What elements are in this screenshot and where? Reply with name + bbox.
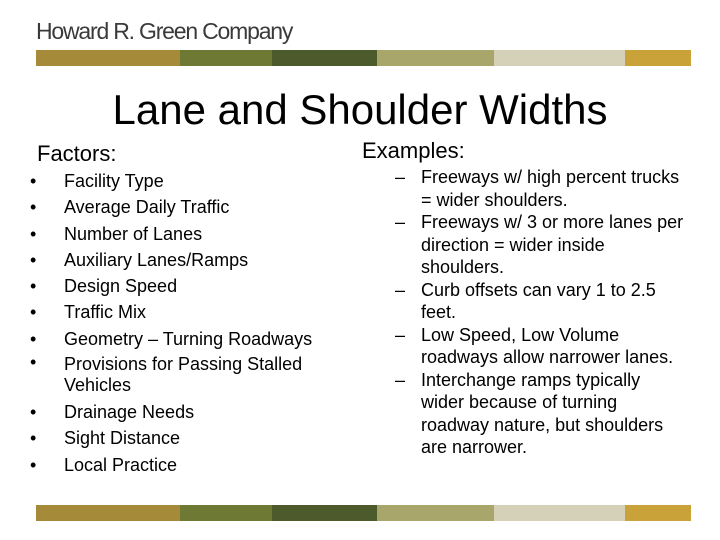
list-item xyxy=(30,352,350,399)
examples-heading: Examples: xyxy=(362,138,465,163)
factor-text: Drainage Needs xyxy=(64,402,195,423)
example-text: Freeways w/ 3 or more lanes per direction = wider inside shoulders. xyxy=(421,212,684,277)
list-item xyxy=(395,324,685,369)
factor-text: Sight Distance xyxy=(64,428,181,449)
list-item xyxy=(30,452,350,478)
factor-text: Local Practice xyxy=(64,454,178,475)
list-item xyxy=(30,194,350,220)
list-item xyxy=(30,168,350,194)
list-item xyxy=(30,221,350,247)
list-item xyxy=(395,369,685,459)
bullet: • xyxy=(30,454,37,475)
factors-heading: Factors: xyxy=(37,141,117,166)
bullet: • xyxy=(30,302,37,323)
dash: – xyxy=(395,369,406,390)
dash: – xyxy=(395,167,406,187)
list-item xyxy=(30,247,350,273)
list-item xyxy=(395,279,685,324)
dash: – xyxy=(395,212,406,232)
header-color-band xyxy=(36,50,691,66)
bullet: • xyxy=(30,276,37,297)
factor-text: Geometry – Turning Roadways xyxy=(64,328,313,349)
bullet: • xyxy=(30,197,37,218)
band-segment xyxy=(36,50,180,66)
bullet: • xyxy=(30,223,37,244)
band-segment xyxy=(494,50,625,66)
bullet: • xyxy=(30,402,37,423)
list-item xyxy=(395,211,685,279)
bullet: • xyxy=(30,171,37,191)
example-text: Interchange ramps typically wider because of turning roadway nature, but shoulders are narrower. xyxy=(421,369,664,457)
bullet: • xyxy=(30,352,37,373)
factor-text: Traffic Mix xyxy=(64,302,147,323)
footer-color-band xyxy=(36,505,691,521)
list-item xyxy=(30,273,350,299)
bullet: • xyxy=(30,249,37,270)
band-segment xyxy=(180,50,272,66)
factor-text: Average Daily Traffic xyxy=(64,197,230,218)
list-item xyxy=(30,425,350,451)
bullet: • xyxy=(30,328,37,349)
band-segment xyxy=(625,50,691,66)
slide-title: Lane and Shoulder Widths xyxy=(112,86,608,133)
example-text: Curb offsets can vary 1 to 2.5 feet. xyxy=(421,279,656,322)
factor-text: Facility Type xyxy=(64,171,164,191)
list-item xyxy=(30,399,350,425)
band-segment xyxy=(180,505,272,521)
band-segment xyxy=(272,505,377,521)
dash: – xyxy=(395,279,406,300)
dash: – xyxy=(395,324,406,345)
band-segment xyxy=(377,50,495,66)
company-logo: Howard R. Green Company xyxy=(36,18,293,44)
example-text: Low Speed, Low Volume roadways allow narrower lanes. xyxy=(421,324,674,367)
factor-text: Auxiliary Lanes/Ramps xyxy=(64,249,249,270)
factor-text: Provisions for Passing Stalled Vehicles xyxy=(64,354,303,396)
band-segment xyxy=(36,505,180,521)
examples-list xyxy=(395,166,685,459)
factor-text: Design Speed xyxy=(64,276,178,297)
list-item xyxy=(30,326,350,352)
factors-list xyxy=(30,168,350,478)
bullet: • xyxy=(30,428,37,449)
band-segment xyxy=(377,505,495,521)
band-segment xyxy=(494,505,625,521)
band-segment xyxy=(272,50,377,66)
list-item xyxy=(30,299,350,325)
example-text: Freeways w/ high percent trucks = wider shoulders. xyxy=(421,167,680,210)
factor-text: Number of Lanes xyxy=(64,223,203,244)
band-segment xyxy=(625,505,691,521)
list-item xyxy=(395,166,685,211)
